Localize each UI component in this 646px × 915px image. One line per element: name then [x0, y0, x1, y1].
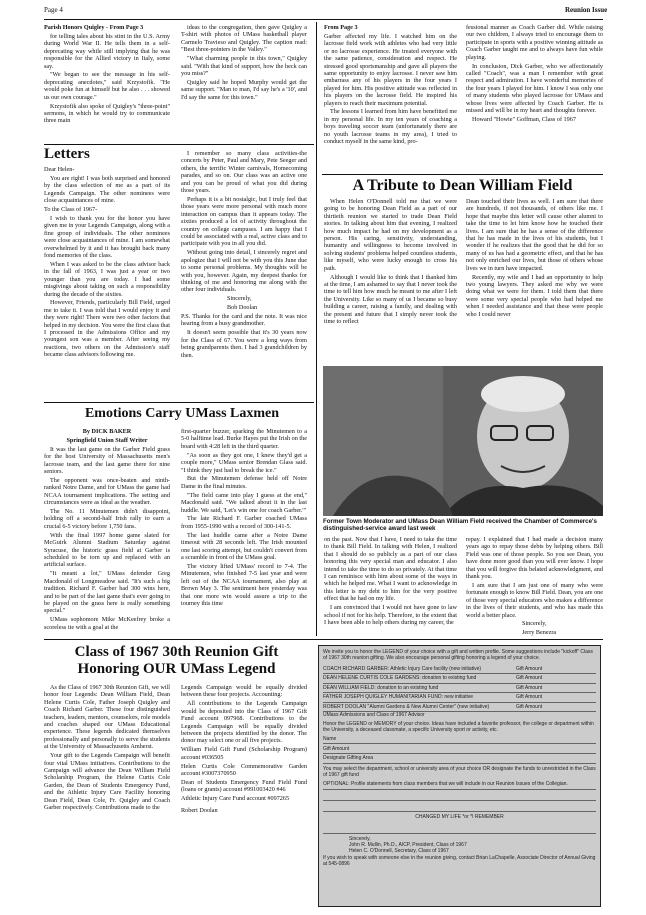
parish-col-1 [44, 24, 170, 142]
paragraph: Perhaps it is a bit nostalgic, but I truly feel that those years were more personal with much more interaction on campus than it appears today. The sixties produced a lot of activity throughout the country on college campuses. I am happy that I could be associated with a real, active class and to participate with you in all you did. [181, 195, 307, 248]
tribute-col-2 [466, 198, 603, 362]
form-row[interactable] [323, 693, 596, 703]
emotions-col-1 [44, 428, 170, 636]
form-intro: We invite you to honor the LEGEND of your choice with a gift and written profile. Some suggestions include "kickoff" Class of 1967 30th reunion gifting. We also encourage personal gifting honoring a legend of your choice. [323, 649, 593, 662]
field-label: OPTIONAL: Profile statements from class members that we will include in our Reunion Issues of the Collegian. [323, 781, 568, 788]
paragraph: repay. I explained that I had made a decision many years ago to repay those debts by helping others. Bill Field was one of those people. So you see Dean, you have done more good than you will ever know. I hope that you will forgive this belated acknowledgment, and thank you. [466, 536, 603, 581]
letters-col-2 [181, 150, 307, 398]
field-label: Designate Gifting Area [323, 755, 374, 762]
paragraph: I remember so many class activities-the concerts by Peter, Paul and Mary, Pete Seeger and others, the terrific Winter carnivals, Homecoming parades, and so on. Our class was an active one and you can be proud of what you did during those years. [181, 150, 307, 195]
form-sincerely: Sincerely, [349, 835, 371, 842]
paragraph: Garber affected my life. I watched him on the lacrosse field work with athletes who had very little or no lacrosse experience. He treated everyone with the same patience, consideration and respect. He stressed good sportsmanship and gave all players the same opportunity to enjoy lacrosse. I never saw him embarrass any of his players in the four years I played for him. His positive attitude was reflected in his players on the lacrosse field. He inspired his players to reach their maximum potential. [324, 32, 457, 107]
paragraph: It was the last game on the Garber Field grass for the host University of Massachusetts men's lacrosse team, and the last game there for nine seniors. [44, 445, 170, 476]
parish-from-label: Parish Honors Quigley - From Page 3 [44, 24, 144, 31]
form-row-label: ROBERT DOOLAN "Alumni Gardens & New Alumni Center" (new initiative) [323, 703, 490, 710]
form-row-amount[interactable]: Gift Amount [516, 703, 543, 710]
paragraph: P.S. Thanks for the card and the note. It was nice hearing from a busy grandmother. [181, 313, 307, 328]
tribute-cont-col-2 [466, 536, 603, 636]
gift-title-1: Class of 1967 30th Reunion Gift [74, 644, 279, 660]
byline: By DICK BAKER [82, 428, 132, 435]
form-row[interactable] [323, 703, 596, 713]
letters-title: Letters [44, 146, 90, 162]
gift-title-2: Honoring OUR UMass Legend [77, 661, 276, 677]
paragraph: for telling tales about his stint in the U.S. Army during World War II. He tells them in a self-deprecating way while still implying that he was responsible for the Allied victory in Italy, some say. [44, 32, 170, 70]
from-page-label: From Page 3 [324, 24, 358, 31]
form-row-amount[interactable]: Gift Amount [516, 675, 543, 682]
paragraph: Sincerely, [522, 620, 547, 628]
section-rule [44, 639, 603, 640]
form-sig-2: Helen C. O'Donnell, Secretary, Class of 1967 [349, 848, 449, 855]
form-blank-line[interactable] [323, 801, 596, 812]
parish-col-2 [181, 24, 307, 142]
paragraph: ideas to the congregation, then gave Quigley a T-shirt with photos of UMass basketball player Carmelo Travieso and Quigley. The caption read: "Best three-pointers in the Valley." [181, 24, 307, 54]
paragraph: fessional manner as Coach Garber did. While raising our two children, I always tried to encourage them to participate in sports with a positive winning attitude as Coach Garber taught me and to always have fun while playing. [466, 24, 603, 61]
tribute-col-1 [324, 198, 457, 362]
paragraph: With the final 1997 home game slated for McGuirk Alumni Stadium Saturday against Syracuse, the historic grass field at Garber is scheduled to be torn up and replaced with an artificial surface. [44, 531, 170, 569]
paragraph: Your gift to the Legends Campaign will benefit four vital UMass initiatives. Contributions to the Campaign will advance the Dean William Field Scholarship Program, the Helene Curtis Cole Garden, the Dean of Students Emergency Fund, and the Athletic Injury Care Facility honoring Dean Field, Dean Cole, Fr. Quigley and Coach Garber respectively. Contributions made to the [44, 752, 170, 811]
form-row[interactable] [323, 684, 596, 694]
paragraph: Dear Helen- [44, 166, 75, 173]
form-row-label: COACH RICHARD GARBER: Athletic Injury Care facility (new initiative) [323, 665, 482, 672]
paragraph: Recently, my wife and I had an opportunity to help two young lawyers. They asked me why we were doing what we were for them. I told them that there were some very special people who had helped me when I needed assistance and that these were people who I could never [466, 273, 603, 318]
letters-col-1 [44, 166, 170, 398]
paragraph: Although I would like to think that I thanked him at the time, I am ashamed to say that I never took the time to tell him how much he meant to me after I left the University. Like so many of us I became so busy building a career, raising a family, and dealing with the present and future that I simply never took the time to reflect [324, 273, 457, 325]
paragraph: "As soon as they got one, I knew they'd get a couple more," UMass senior Brendan Glass said. "I think they just had to break the ice." [181, 451, 307, 474]
field-label: Gift Amount [323, 745, 350, 752]
paragraph: UMass sophomore Mike McKeefrey broke a scoreless tie with a goal at the [44, 616, 170, 631]
paragraph: All contributions to the Legends Campaign would be deposited into the Class of 1967 Gift Fund account 097968. Contributions to the Legends Campaign will be equally divided between the projects identified by the donor. The donor may select one or all five projects. [181, 700, 307, 745]
photo-caption: Former Town Moderator and UMass Dean William Field received the Chamber of Commerce's distinguished-service award last week [323, 518, 597, 533]
paragraph: The late Richard F. Garber coached UMass from 1955-1990 with a record of 300-141-5. [181, 515, 307, 530]
honor-note: Honor the LEGEND or MEMORY of your choice. Ideas have included a favorite professor, the college or department within the University, a deceased classmate, a specific University sport or activity, etc. [323, 720, 594, 733]
form-blank-line[interactable] [323, 823, 596, 834]
form-blank-line[interactable] [323, 790, 596, 801]
form-field[interactable] [323, 744, 596, 754]
paragraph: Dean touched their lives as well. I am sure that there are hundreds, if not thousands, of others like me. I hope that maybe this letter will cause other alumni to take the time to let him know how he touched their lives. I am sure that he has a sense of the difference that he has made in the lives of his students, but I wonder if he realizes that the good that he did for so many of us has had a geometric effect, and that he has not only enriched our lives, but those of others whose lives we in turn have impacted. [466, 198, 603, 272]
column-divider [316, 22, 317, 636]
pledge-form [318, 645, 601, 907]
dean-field-photo [323, 366, 603, 516]
header-rule [44, 19, 603, 20]
rows-note: UMass Admissions and Class of 1967 Advisor [323, 712, 425, 719]
paragraph: "We began to see the message in his self-deprecating anecdotes," said Krzystofik. "He would poke fun at himself but he also . . . showed us our own courage." [44, 71, 170, 101]
paragraph: "It meant a lot," UMass defender Greg Macdonald of Longmeadow said. "It's such a big tradition. Richard F. Garber had 300 wins here, and to be part of the last game that's ever going to be played on the grass here is really something special." [44, 570, 170, 615]
account-line: Dean of Students Emergency Fund Field Fund (loans or grants) account #991003420 #46 [181, 778, 307, 794]
paragraph: I wish to thank you for the honor you have given me in your Legends Campaign, along with a fine group of individuals. The other nominees were close acquaintances of mine. I am somewhat overwhelmed by it and it has brought back many fond memories of the class. [44, 214, 170, 259]
paragraph: The No. 11 Minutemen didn't disappoint, holding off a second-half Irish rally to earn a crucial 6-5 victory before 1,750 fans. [44, 508, 170, 530]
frompage3-col-2 [466, 24, 603, 170]
divider [322, 174, 603, 175]
paragraph: first-quarter buzzer, sparking the Minutemen to a 5-0 halftime lead. Burke Hayes put the Irish on the board with 4:28 left in the third quarter. [181, 428, 307, 450]
form-field[interactable] [323, 735, 596, 745]
form-row-amount[interactable]: Gift Amount [516, 694, 543, 701]
gift-col-1 [44, 684, 170, 906]
tribute-cont-col-1 [324, 536, 457, 636]
form-field[interactable] [323, 754, 596, 764]
select-note: You may select the department, school or university area of your choice OR designate the funds to unrestricted in the Class of 1967 gift fund [323, 765, 596, 778]
signer: Robert Doolan [181, 806, 218, 814]
tribute-title: A Tribute to Dean William Field [352, 177, 573, 194]
paragraph: Legends Campaign would be equally divided between these four projects. Accounting: [181, 684, 307, 699]
paragraph: I am convinced that I would not have gone to law school if not for his help. Therefore, to the extent that I have been able to help others during my career, the [324, 604, 457, 626]
form-row-label: DEAN WILLIAM FIELD: donation to an existing fund [323, 684, 439, 691]
account-line: Helen Curtis Cole Commemorative Garden account #3007370950 [181, 762, 307, 777]
emotions-title: Emotions Carry UMass Laxmen [84, 406, 280, 421]
account-line: Athletic Injury Care Fund account #097265 [181, 795, 290, 803]
issue-label: Reunion Issue [565, 6, 608, 14]
paragraph: Krzystofik also spoke of Quigley's "three-point" sermons, in which he would try to communicate three main [44, 102, 170, 125]
paragraph: When I was asked to be the class advisor back in the fall of 1963, I was just a year or two younger than you are today. I had some misgivings about taking on such a responsibility during the decade of the sixties. [44, 260, 170, 298]
paragraph: Sincerely, [227, 295, 252, 303]
paragraph: It doesn't seem possible that it's 30 years now for the Class of 67. You were a long ways from being grandparents then. I had 3 grandchildren by then. [181, 329, 307, 359]
page-number: Page 4 [44, 6, 63, 14]
paragraph: "The field came into play I guess at the end," Macdonald said. "We talked about it in the last huddle. We said, 'Let's win one for coach Garber.'" [181, 491, 307, 514]
form-row[interactable] [323, 664, 596, 674]
form-contact: If you wish to speak with someone else in the reunion giving, contact Brian LaChapelle, Associate Director of Annual Giving at 545-0896 [323, 854, 596, 867]
form-row-label: FATHER JOSEPH QUIGLEY HUMANITARIAN FUND: new initiative [323, 694, 474, 701]
changed-line: CHANGED MY LIFE *or *I REMEMBER [415, 814, 504, 821]
paragraph: on the past. Now that I have, I need to take the time to thank Bill Field. In talking with Helen, I realized that I should do so publicly as a part of our class honoring this very special man and educator. I also intend to take the time to do so privately. At that time I can reminisce with him about some of the ways in which he helped me. What I want to acknowledge in this letter is my debt to him for the very positive effect that he had on my life. [324, 536, 457, 603]
paragraph: "What charming people in this town," Quigley said. "With that kind of support, how the heck can you miss?" [181, 55, 307, 77]
paragraph: Jerry Benezra [522, 629, 557, 636]
paragraph: Howard "Howie" Goffman, Class of 1967 [472, 115, 576, 123]
account-line: William Field Gift Fund (Scholarship Program) account #036505 [181, 746, 307, 761]
paragraph: However, Friends, particularly Bill Field, urged me to take it. I was told that I would enjoy it and they were right! There were two other factors that helped in my decision. You were the first class that I processed in the Admissions Office and my youngest son was a member. After seeing my reactions, two others on the Admission's staff became class advisors following me. [44, 299, 170, 359]
gift-col-2 [181, 684, 307, 906]
form-row-label: DEAN HELENE CURTIS COLE GARDENS: donation to existing fund [323, 675, 477, 682]
paragraph: But the Minutemen defense held off Notre Dame in the final minutes. [181, 475, 307, 490]
emotions-col-2 [181, 428, 307, 636]
form-field[interactable] [323, 780, 596, 790]
paragraph: In conclusion, Dick Garber, who we affectionately called "Coach", was a man I remember with great respect and admiration. I have wonderful memories of the four years I played for him. I know I was only one of many students who played lacrosse for UMass and whose lives were affected by Coach Garber. He is missed and will be in my heart and thoughts forever. [466, 62, 603, 114]
divider [44, 144, 314, 145]
paragraph: I am sure that I am just one of many who were fortunate enough to know Bill Field. Dean, you are one of those very special educators who makes a difference in the lives of their students, and who has made this world a better place. [466, 581, 603, 619]
field-label: Name [323, 736, 337, 743]
form-row-amount[interactable]: Gift Amount [516, 665, 543, 672]
paragraph: As the Class of 1967 30th Reunion Gift, we will honor four Legends: Dean William Field, Dean Helene Curtis Cole, Father Joseph Quigley and Coach Richard Garber. These four distinguished teachers, leaders, mentors, counselors, role models and coaches shaped our UMass Educational experience. These legends dedicated themselves professionally and personally to serve the students at the University of Massachusetts Amherst. [44, 684, 170, 751]
paragraph: Bob Doolan [227, 304, 258, 312]
staff-line: Springfield Union Staff Writer [66, 436, 148, 444]
paragraph: The last huddle came after a Notre Dame timeout with 28 seconds left. The Irish mounted one last scoring attempt, but couldn't convert from a scramble in front of the UMass goal. [181, 531, 307, 561]
form-sig-1: John R. Mullin, Ph.D., AICP, President, Class of 1967 [349, 842, 467, 849]
paragraph: The lessons I learned from him have benefitted me in my personal life. In my ten years of coaching a boys traveling soccer team (unfortunately there are no youth lacrosse teams in my area), I tried to conduct myself in the same kind, pro- [324, 108, 457, 146]
divider [44, 402, 314, 403]
paragraph: To the Class of 1967- [44, 206, 98, 214]
portrait-icon [323, 366, 603, 516]
paragraph: Without going into detail, I sincerely regret and apologize that I will not be with you this June due to some personal problems. My thoughts will be with you, however. Again, my deepest thanks for thinking of me and honoring me along with the other four individuals. [181, 249, 307, 294]
paragraph: You are right! I was both surprised and honored by the class selection of me as a part of its Legends Campaign. The other nominees were close acquaintances of mine. [44, 174, 170, 205]
frompage3-col-1 [324, 24, 457, 170]
paragraph: The victory lifted UMass' record to 7-4. The Minutemen, who finished 7-5 last year and were left out of the NCAA tournament, also play at Brown May 3. The sentiment here yesterday was that one more win would assure a trip to the tourney this time [181, 562, 307, 607]
form-row-amount[interactable]: Gift Amount [516, 684, 543, 691]
paragraph: The opponent was once-beaten and ninth-ranked Notre Dame, and for UMass the game had NCAA tournament implications. The setting and circumstances were as ideal as the weather. [44, 476, 170, 507]
form-row[interactable] [323, 674, 596, 684]
paragraph: Quigley said he hoped Murphy would get the same support. "Man to man, I'd say he's a '10', and I'd say the same for this town." [181, 78, 307, 101]
paragraph: When Helen O'Donnell told me that we were going to be honoring Dean Field as a part of our thirtieth reunion we started to trade Dean Field stories. In talking about him that evening, I realized how much impact he had on my development as a person. His caring, sensitivity, understanding, humanity and willingness to become involved in solving students' problems helped countless students, like myself, who were lucky enough to cross his path. [324, 198, 457, 272]
